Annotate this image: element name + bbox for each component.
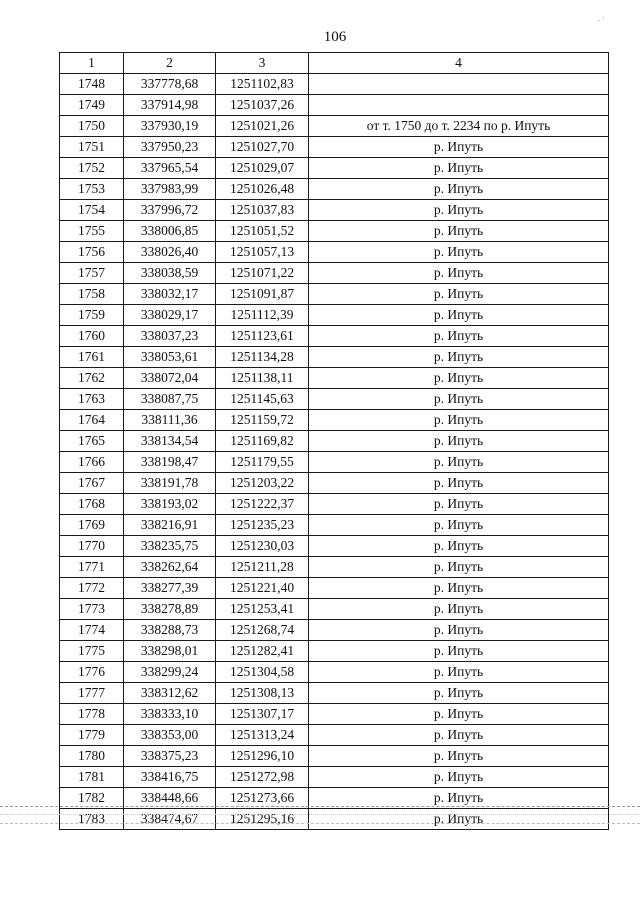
point-number-cell: 1767 [60, 473, 124, 494]
x-coordinate-cell: 338333,10 [124, 704, 216, 725]
x-coordinate-cell: 338037,23 [124, 326, 216, 347]
table-row [60, 683, 609, 704]
point-number-cell: 1763 [60, 389, 124, 410]
x-coordinate-cell: 338006,85 [124, 221, 216, 242]
table-row [60, 557, 609, 578]
point-number-cell: 1754 [60, 200, 124, 221]
y-coordinate-cell: 1251203,22 [216, 473, 309, 494]
description-cell: р. Ипуть [309, 158, 609, 179]
x-coordinate-cell: 338053,61 [124, 347, 216, 368]
point-number-cell: 1777 [60, 683, 124, 704]
x-coordinate-cell: 338029,17 [124, 305, 216, 326]
table-row [60, 473, 609, 494]
description-cell: р. Ипуть [309, 389, 609, 410]
x-coordinate-cell: 337965,54 [124, 158, 216, 179]
table-row [60, 809, 609, 830]
description-cell [309, 95, 609, 116]
table-row [60, 662, 609, 683]
point-number-cell: 1762 [60, 368, 124, 389]
y-coordinate-cell: 1251230,03 [216, 536, 309, 557]
y-coordinate-cell: 1251211,28 [216, 557, 309, 578]
description-cell: р. Ипуть [309, 284, 609, 305]
coordinates-table [59, 52, 609, 830]
y-coordinate-cell: 1251123,61 [216, 326, 309, 347]
column-header-1: 1 [60, 53, 124, 74]
table-row [60, 431, 609, 452]
x-coordinate-cell: 338038,59 [124, 263, 216, 284]
point-number-cell: 1764 [60, 410, 124, 431]
y-coordinate-cell: 1251313,24 [216, 725, 309, 746]
y-coordinate-cell: 1251027,70 [216, 137, 309, 158]
page-number: 106 [323, 29, 347, 45]
y-coordinate-cell: 1251222,37 [216, 494, 309, 515]
y-coordinate-cell: 1251037,26 [216, 95, 309, 116]
x-coordinate-cell: 337950,23 [124, 137, 216, 158]
scan-corner-mark: . · [598, 14, 605, 23]
y-coordinate-cell: 1251296,10 [216, 746, 309, 767]
description-cell: р. Ипуть [309, 788, 609, 809]
y-coordinate-cell: 1251253,41 [216, 599, 309, 620]
table-row [60, 242, 609, 263]
x-coordinate-cell: 338288,73 [124, 620, 216, 641]
x-coordinate-cell: 338353,00 [124, 725, 216, 746]
description-cell: р. Ипуть [309, 326, 609, 347]
y-coordinate-cell: 1251134,28 [216, 347, 309, 368]
table-row [60, 704, 609, 725]
scan-artifact-line [0, 806, 640, 807]
x-coordinate-cell: 338416,75 [124, 767, 216, 788]
description-cell: р. Ипуть [309, 368, 609, 389]
y-coordinate-cell: 1251308,13 [216, 683, 309, 704]
y-coordinate-cell: 1251235,23 [216, 515, 309, 536]
table-row [60, 221, 609, 242]
x-coordinate-cell: 338134,54 [124, 431, 216, 452]
table-row [60, 284, 609, 305]
description-cell: р. Ипуть [309, 620, 609, 641]
description-cell: от т. 1750 до т. 2234 по р. Ипуть [309, 116, 609, 137]
description-cell: р. Ипуть [309, 809, 609, 830]
x-coordinate-cell: 338312,62 [124, 683, 216, 704]
description-cell: р. Ипуть [309, 452, 609, 473]
y-coordinate-cell: 1251026,48 [216, 179, 309, 200]
table-row [60, 599, 609, 620]
x-coordinate-cell: 338375,23 [124, 746, 216, 767]
y-coordinate-cell: 1251051,52 [216, 221, 309, 242]
description-cell: р. Ипуть [309, 725, 609, 746]
x-coordinate-cell: 338072,04 [124, 368, 216, 389]
point-number-cell: 1758 [60, 284, 124, 305]
description-cell: р. Ипуть [309, 641, 609, 662]
table-row [60, 74, 609, 95]
description-cell: р. Ипуть [309, 347, 609, 368]
column-header-4: 4 [309, 53, 609, 74]
description-cell: р. Ипуть [309, 746, 609, 767]
y-coordinate-cell: 1251102,83 [216, 74, 309, 95]
x-coordinate-cell: 337778,68 [124, 74, 216, 95]
point-number-cell: 1782 [60, 788, 124, 809]
x-coordinate-cell: 338087,75 [124, 389, 216, 410]
description-cell: р. Ипуть [309, 515, 609, 536]
x-coordinate-cell: 338474,67 [124, 809, 216, 830]
point-number-cell: 1760 [60, 326, 124, 347]
y-coordinate-cell: 1251304,58 [216, 662, 309, 683]
point-number-cell: 1766 [60, 452, 124, 473]
x-coordinate-cell: 338235,75 [124, 536, 216, 557]
point-number-cell: 1773 [60, 599, 124, 620]
x-coordinate-cell: 338111,36 [124, 410, 216, 431]
point-number-cell: 1775 [60, 641, 124, 662]
table-row [60, 452, 609, 473]
y-coordinate-cell: 1251037,83 [216, 200, 309, 221]
point-number-cell: 1756 [60, 242, 124, 263]
point-number-cell: 1761 [60, 347, 124, 368]
description-cell: р. Ипуть [309, 536, 609, 557]
y-coordinate-cell: 1251091,87 [216, 284, 309, 305]
y-coordinate-cell: 1251273,66 [216, 788, 309, 809]
table-row [60, 326, 609, 347]
table-row [60, 137, 609, 158]
description-cell: р. Ипуть [309, 242, 609, 263]
point-number-cell: 1749 [60, 95, 124, 116]
description-cell: р. Ипуть [309, 578, 609, 599]
y-coordinate-cell: 1251145,63 [216, 389, 309, 410]
description-cell: р. Ипуть [309, 557, 609, 578]
description-cell: р. Ипуть [309, 704, 609, 725]
table-row [60, 179, 609, 200]
description-cell: р. Ипуть [309, 683, 609, 704]
scan-artifact-line [0, 814, 640, 815]
description-cell: р. Ипуть [309, 494, 609, 515]
table-row [60, 494, 609, 515]
x-coordinate-cell: 338032,17 [124, 284, 216, 305]
table-row [60, 578, 609, 599]
description-cell: р. Ипуть [309, 263, 609, 284]
point-number-cell: 1783 [60, 809, 124, 830]
point-number-cell: 1778 [60, 704, 124, 725]
y-coordinate-cell: 1251272,98 [216, 767, 309, 788]
table-row [60, 347, 609, 368]
point-number-cell: 1772 [60, 578, 124, 599]
point-number-cell: 1774 [60, 620, 124, 641]
y-coordinate-cell: 1251179,55 [216, 452, 309, 473]
x-coordinate-cell: 338193,02 [124, 494, 216, 515]
y-coordinate-cell: 1251138,11 [216, 368, 309, 389]
table-row [60, 95, 609, 116]
description-cell: р. Ипуть [309, 599, 609, 620]
point-number-cell: 1781 [60, 767, 124, 788]
table-row [60, 389, 609, 410]
table-row [60, 725, 609, 746]
x-coordinate-cell: 338298,01 [124, 641, 216, 662]
column-header-3: 3 [216, 53, 309, 74]
y-coordinate-cell: 1251282,41 [216, 641, 309, 662]
table-row [60, 368, 609, 389]
x-coordinate-cell: 338299,24 [124, 662, 216, 683]
x-coordinate-cell: 338262,64 [124, 557, 216, 578]
y-coordinate-cell: 1251268,74 [216, 620, 309, 641]
y-coordinate-cell: 1251221,40 [216, 578, 309, 599]
description-cell: р. Ипуть [309, 473, 609, 494]
x-coordinate-cell: 338277,39 [124, 578, 216, 599]
table-row [60, 410, 609, 431]
point-number-cell: 1780 [60, 746, 124, 767]
description-cell [309, 74, 609, 95]
y-coordinate-cell: 1251169,82 [216, 431, 309, 452]
scan-artifact-line [0, 823, 640, 824]
description-cell: р. Ипуть [309, 410, 609, 431]
x-coordinate-cell: 338198,47 [124, 452, 216, 473]
x-coordinate-cell: 338278,89 [124, 599, 216, 620]
point-number-cell: 1759 [60, 305, 124, 326]
x-coordinate-cell: 337914,98 [124, 95, 216, 116]
table-row [60, 515, 609, 536]
table-row [60, 263, 609, 284]
description-cell: р. Ипуть [309, 221, 609, 242]
y-coordinate-cell: 1251112,39 [216, 305, 309, 326]
point-number-cell: 1748 [60, 74, 124, 95]
description-cell: р. Ипуть [309, 137, 609, 158]
y-coordinate-cell: 1251295,16 [216, 809, 309, 830]
point-number-cell: 1776 [60, 662, 124, 683]
x-coordinate-cell: 337930,19 [124, 116, 216, 137]
point-number-cell: 1769 [60, 515, 124, 536]
table-row [60, 158, 609, 179]
table-row [60, 305, 609, 326]
table-header-row [60, 53, 609, 74]
point-number-cell: 1751 [60, 137, 124, 158]
column-header-2: 2 [124, 53, 216, 74]
table-body [60, 74, 609, 830]
y-coordinate-cell: 1251159,72 [216, 410, 309, 431]
x-coordinate-cell: 338191,78 [124, 473, 216, 494]
point-number-cell: 1770 [60, 536, 124, 557]
table-row [60, 641, 609, 662]
description-cell: р. Ипуть [309, 662, 609, 683]
x-coordinate-cell: 338448,66 [124, 788, 216, 809]
point-number-cell: 1755 [60, 221, 124, 242]
y-coordinate-cell: 1251021,26 [216, 116, 309, 137]
description-cell: р. Ипуть [309, 431, 609, 452]
table-row [60, 536, 609, 557]
point-number-cell: 1765 [60, 431, 124, 452]
point-number-cell: 1753 [60, 179, 124, 200]
description-cell: р. Ипуть [309, 305, 609, 326]
description-cell: р. Ипуть [309, 767, 609, 788]
description-cell: р. Ипуть [309, 179, 609, 200]
y-coordinate-cell: 1251307,17 [216, 704, 309, 725]
table-row [60, 620, 609, 641]
table-row [60, 746, 609, 767]
table-row [60, 116, 609, 137]
point-number-cell: 1750 [60, 116, 124, 137]
y-coordinate-cell: 1251057,13 [216, 242, 309, 263]
point-number-cell: 1768 [60, 494, 124, 515]
x-coordinate-cell: 337983,99 [124, 179, 216, 200]
x-coordinate-cell: 338026,40 [124, 242, 216, 263]
description-cell: р. Ипуть [309, 200, 609, 221]
table-row [60, 767, 609, 788]
x-coordinate-cell: 337996,72 [124, 200, 216, 221]
point-number-cell: 1752 [60, 158, 124, 179]
point-number-cell: 1771 [60, 557, 124, 578]
y-coordinate-cell: 1251071,22 [216, 263, 309, 284]
y-coordinate-cell: 1251029,07 [216, 158, 309, 179]
point-number-cell: 1779 [60, 725, 124, 746]
table-row [60, 200, 609, 221]
point-number-cell: 1757 [60, 263, 124, 284]
x-coordinate-cell: 338216,91 [124, 515, 216, 536]
